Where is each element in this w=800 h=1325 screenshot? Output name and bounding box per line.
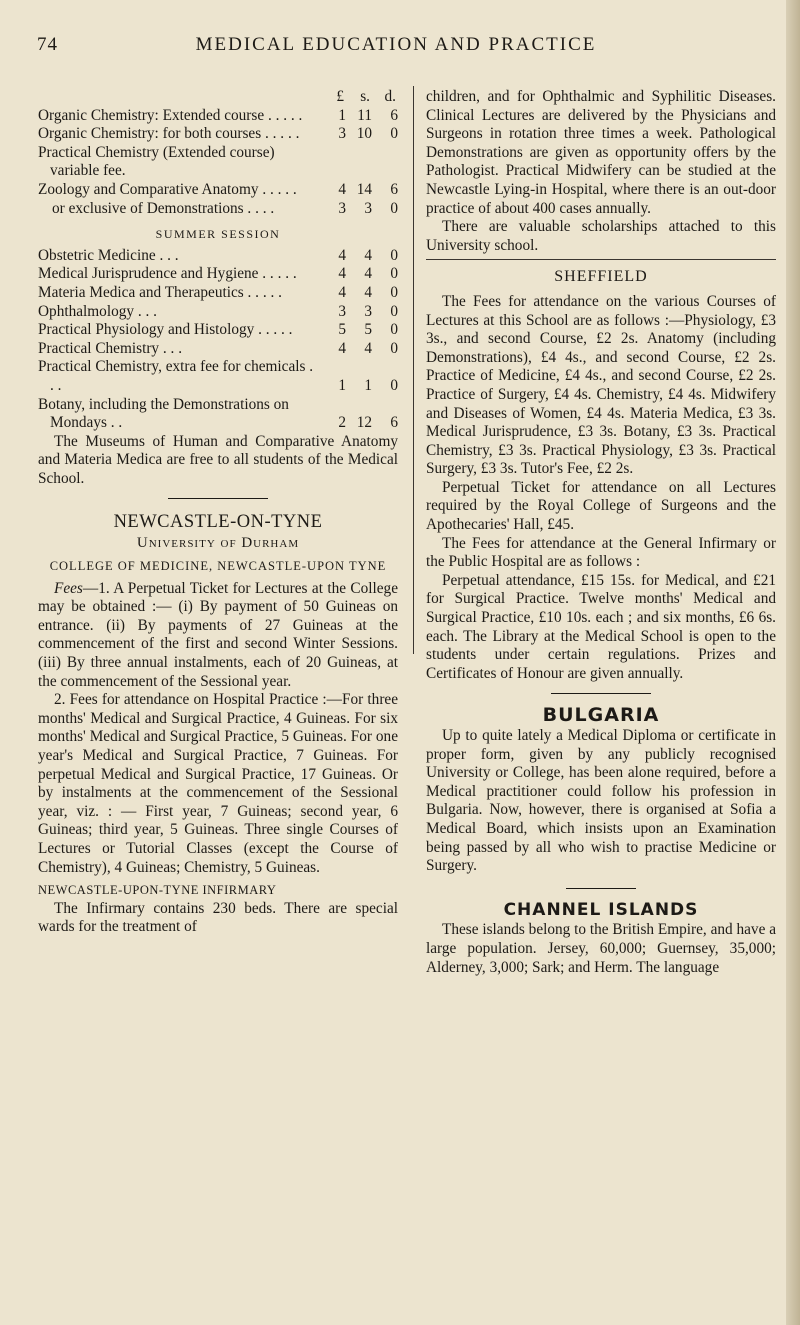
- fee-row: [38, 265, 398, 284]
- fee-pounds: 3: [338, 302, 346, 320]
- fee-pounds: 4: [338, 283, 346, 301]
- fee-row: [38, 284, 398, 303]
- channel-islands-heading: CHANNEL ISLANDS: [503, 899, 699, 920]
- fee-name: Practical Physiology and Histology . . . . .: [38, 321, 293, 339]
- page-edge: [786, 0, 800, 1325]
- fee-pounds: 3: [338, 125, 346, 143]
- fee-pence: 0: [390, 265, 398, 283]
- fee-shillings: 4: [364, 246, 372, 264]
- summer-fee-list: [38, 247, 398, 433]
- sheffield-paragraph-4: Perpetual attendance, £15 15s. for Medical, and £21 for Surgical Practice. Twelve months' Medical and Surgical Practice, £10 10s. each ; and six months, £6 6s. each. The Library at the Medical School is open to the students under certain regulations. Prizes and Certificates of Honour are given annually.: [426, 571, 776, 682]
- fee-shillings: 5: [364, 321, 372, 339]
- column-divider: [413, 86, 414, 654]
- scholarships-paragraph: There are valuable scholarships attached to this University school.: [426, 218, 776, 254]
- fee-pence: 0: [390, 339, 398, 357]
- infirmary-heading: NEWCASTLE-UPON-TYNE INFIRMARY: [38, 883, 277, 898]
- fee-pence: 0: [390, 125, 398, 143]
- newcastle-heading: NEWCASTLE-ON-TYNE: [113, 512, 323, 533]
- fees-paragraph-2: 2. Fees for attendance on Hospital Practice :—For three months' Medical and Surgical Practice, 4 Guineas. For six months' Medical and Surgical Practice, 5 Guineas. For one year's Medical and Surgical Practice, 7 Guineas. For perpetual Medical and Surgical Practice, 17 Guineas. Or by instalments at the commencement of the Sessional year, viz. : — First year, 7 Guineas; second year, 6 Guineas; third year, 5 Guineas. Three single Courses of Lectures or Tutorial Classes (except the Course of Chemistry), 4 Guineas; Chemistry, 5 Guineas.: [38, 691, 398, 876]
- fee-pounds: 4: [338, 265, 346, 283]
- fee-pence: 0: [390, 199, 398, 217]
- fees-paragraph-1: [38, 580, 398, 692]
- winter-fee-list: [38, 107, 398, 219]
- fee-pence: 0: [390, 302, 398, 320]
- sheffield-paragraph-3: The Fees for attendance at the General Infirmary or the Public Hospital are as follows :: [426, 534, 776, 571]
- sheffield-paragraph-1: The Fees for attendance on the various Courses of Lectures at this School are as follows :—Physiology, £3 3s., and second Course, £2 2s. Anatomy (including Demonstrations), £4 4s., and second Course, £2 2s. Practice of Medicine, £4 4s., and second Course, £2 2s. Practice of Surgery, £4 4s. Chemistry, £4 4s. Midwifery and Diseases of Women, £4 4s. Materia Medica, £3 3s. Medical Jurisprudence, £3 3s. Botany, £3 3s. Practical Chemistry, £3 3s. Practical Physiology, £3 3s. Practical Surgery, £3 3s. Tutor's Fee, £2 2s.: [426, 292, 776, 478]
- running-title: MEDICAL EDUCATION AND PRACTICE: [195, 34, 597, 55]
- right-column: [426, 88, 776, 977]
- fee-pounds: 1: [338, 376, 346, 394]
- fee-pounds: 5: [338, 321, 346, 339]
- fee-name: Medical Jurisprudence and Hygiene . . . . .: [38, 265, 297, 283]
- left-column: [38, 88, 398, 937]
- museums-note: The Museums of Human and Comparative Anatomy and Materia Medica are free to all students of the Medical School.: [38, 432, 398, 487]
- infirmary-text: The Infirmary contains 230 beds. There are special wards for the treatment of: [38, 899, 398, 936]
- fee-shillings: 3: [364, 199, 372, 217]
- fee-name: Ophthalmology . . .: [38, 302, 157, 320]
- currency-header: [38, 88, 398, 107]
- fee-row: [38, 200, 398, 219]
- fee-name: Zoology and Comparative Anatomy . . . . .: [38, 180, 297, 198]
- fee-pounds: 2: [338, 414, 346, 432]
- fee-name: Materia Medica and Therapeutics . . . . .: [38, 283, 282, 301]
- sheffield-heading: SHEFFIELD: [554, 268, 648, 286]
- fee-row: [38, 303, 398, 322]
- fee-shillings: 4: [364, 339, 372, 357]
- page-header: [12, 34, 780, 58]
- fee-pounds: 4: [338, 180, 346, 198]
- fee-row: [38, 125, 398, 144]
- fee-shillings: 4: [364, 265, 372, 283]
- fee-name: or exclusive of Demonstrations . . . .: [52, 199, 275, 217]
- fee-shillings: 11: [357, 106, 372, 124]
- fee-name: Botany, including the Demonstrations on Mondays . .: [38, 395, 289, 432]
- fee-shillings: 10: [356, 125, 372, 143]
- university-heading: University of Durham: [136, 535, 300, 552]
- bulgaria-heading: BULGARIA: [542, 704, 660, 727]
- fee-name: Practical Chemistry . . .: [38, 339, 183, 357]
- fee-pence: 6: [390, 414, 398, 432]
- section-rule: [168, 498, 268, 499]
- fee-pounds: 4: [338, 339, 346, 357]
- fee-pounds: 3: [338, 199, 346, 217]
- sheffield-paragraph-2: Perpetual Ticket for attendance on all Lectures required by the Royal College of Surgeons and the Apothecaries' Hall, £45.: [426, 478, 776, 534]
- fee-row: [38, 107, 398, 126]
- fee-shillings: 1: [364, 376, 372, 394]
- fee-pounds: 1: [338, 106, 346, 124]
- fees-label: Fees: [54, 579, 83, 597]
- fee-shillings: 12: [356, 414, 372, 432]
- summer-session-label: SUMMER SESSION: [155, 227, 281, 242]
- shillings-header: s.: [360, 88, 370, 105]
- fee-row: [38, 358, 398, 395]
- fee-pounds: 4: [338, 246, 346, 264]
- college-heading: COLLEGE OF MEDICINE, NEWCASTLE-UPON TYNE: [49, 558, 387, 573]
- fee-shillings: 3: [364, 302, 372, 320]
- fee-shillings: 14: [356, 180, 372, 198]
- section-rule: [426, 259, 776, 260]
- section-rule: [551, 693, 651, 694]
- fee-pence: 0: [390, 321, 398, 339]
- fee-row: [38, 321, 398, 340]
- pounds-header: £: [336, 88, 344, 105]
- fee-name: Organic Chemistry: Extended course . . . . .: [38, 106, 303, 124]
- fee-row: [38, 144, 398, 181]
- fee-pence: 0: [390, 283, 398, 301]
- pence-header: d.: [384, 88, 396, 105]
- fee-pence: 0: [390, 376, 398, 394]
- fee-shillings: 4: [364, 283, 372, 301]
- page-number: 74: [37, 34, 58, 55]
- section-rule: [566, 888, 636, 889]
- fee-row: [38, 247, 398, 266]
- fees-paragraph-1-text: —1. A Perpetual Ticket for Lectures at the College may be obtained :— (i) By payment of 50 Guineas on entrance. (ii) By payments of 27 Guineas at the commencement of the first and second Winter Sessions. (iii) By three annual instalments, each of 20 Guineas, at the commencement of the Sessional year.: [38, 579, 398, 690]
- fee-name: Obstetric Medicine . . .: [38, 246, 179, 264]
- fee-pence: 0: [390, 246, 398, 264]
- fee-pence: 6: [390, 106, 398, 124]
- continuation-paragraph: children, and for Ophthalmic and Syphilitic Diseases. Clinical Lectures are delivered by the Physicians and Surgeons in rotation three times a week. Pathological Demonstrations are given as opportunity offers by the Pathologist. Practical Midwifery can be studied at the Newcastle Lying-in Hospital, where there is an out-door practice of about 400 cases annually.: [426, 88, 776, 217]
- bulgaria-paragraph: Up to quite lately a Medical Diploma or certificate in proper form, given by any publicly recognised University or College, has been alone required, before a Medical practitioner could follow his profession in Bulgaria. Now, however, there is organised at Sofia a Medical Board, which insists upon an Examination being passed by all who wish to practise Medicine or Surgery.: [426, 727, 776, 875]
- fee-name: Practical Chemistry, extra fee for chemicals . . .: [38, 358, 314, 394]
- fee-row: [38, 396, 398, 433]
- fee-pence: 6: [390, 180, 398, 198]
- fee-row: [38, 340, 398, 359]
- fee-name: Organic Chemistry: for both courses . . . . .: [38, 125, 300, 143]
- channel-islands-paragraph: These islands belong to the British Empire, and have a large population. Jersey, 60,000; Guernsey, 35,000; Alderney, 3,000; Sark; and Herm. The language: [426, 921, 776, 976]
- fee-row: [38, 181, 398, 200]
- fee-name: Practical Chemistry (Extended course) variable fee.: [38, 143, 275, 180]
